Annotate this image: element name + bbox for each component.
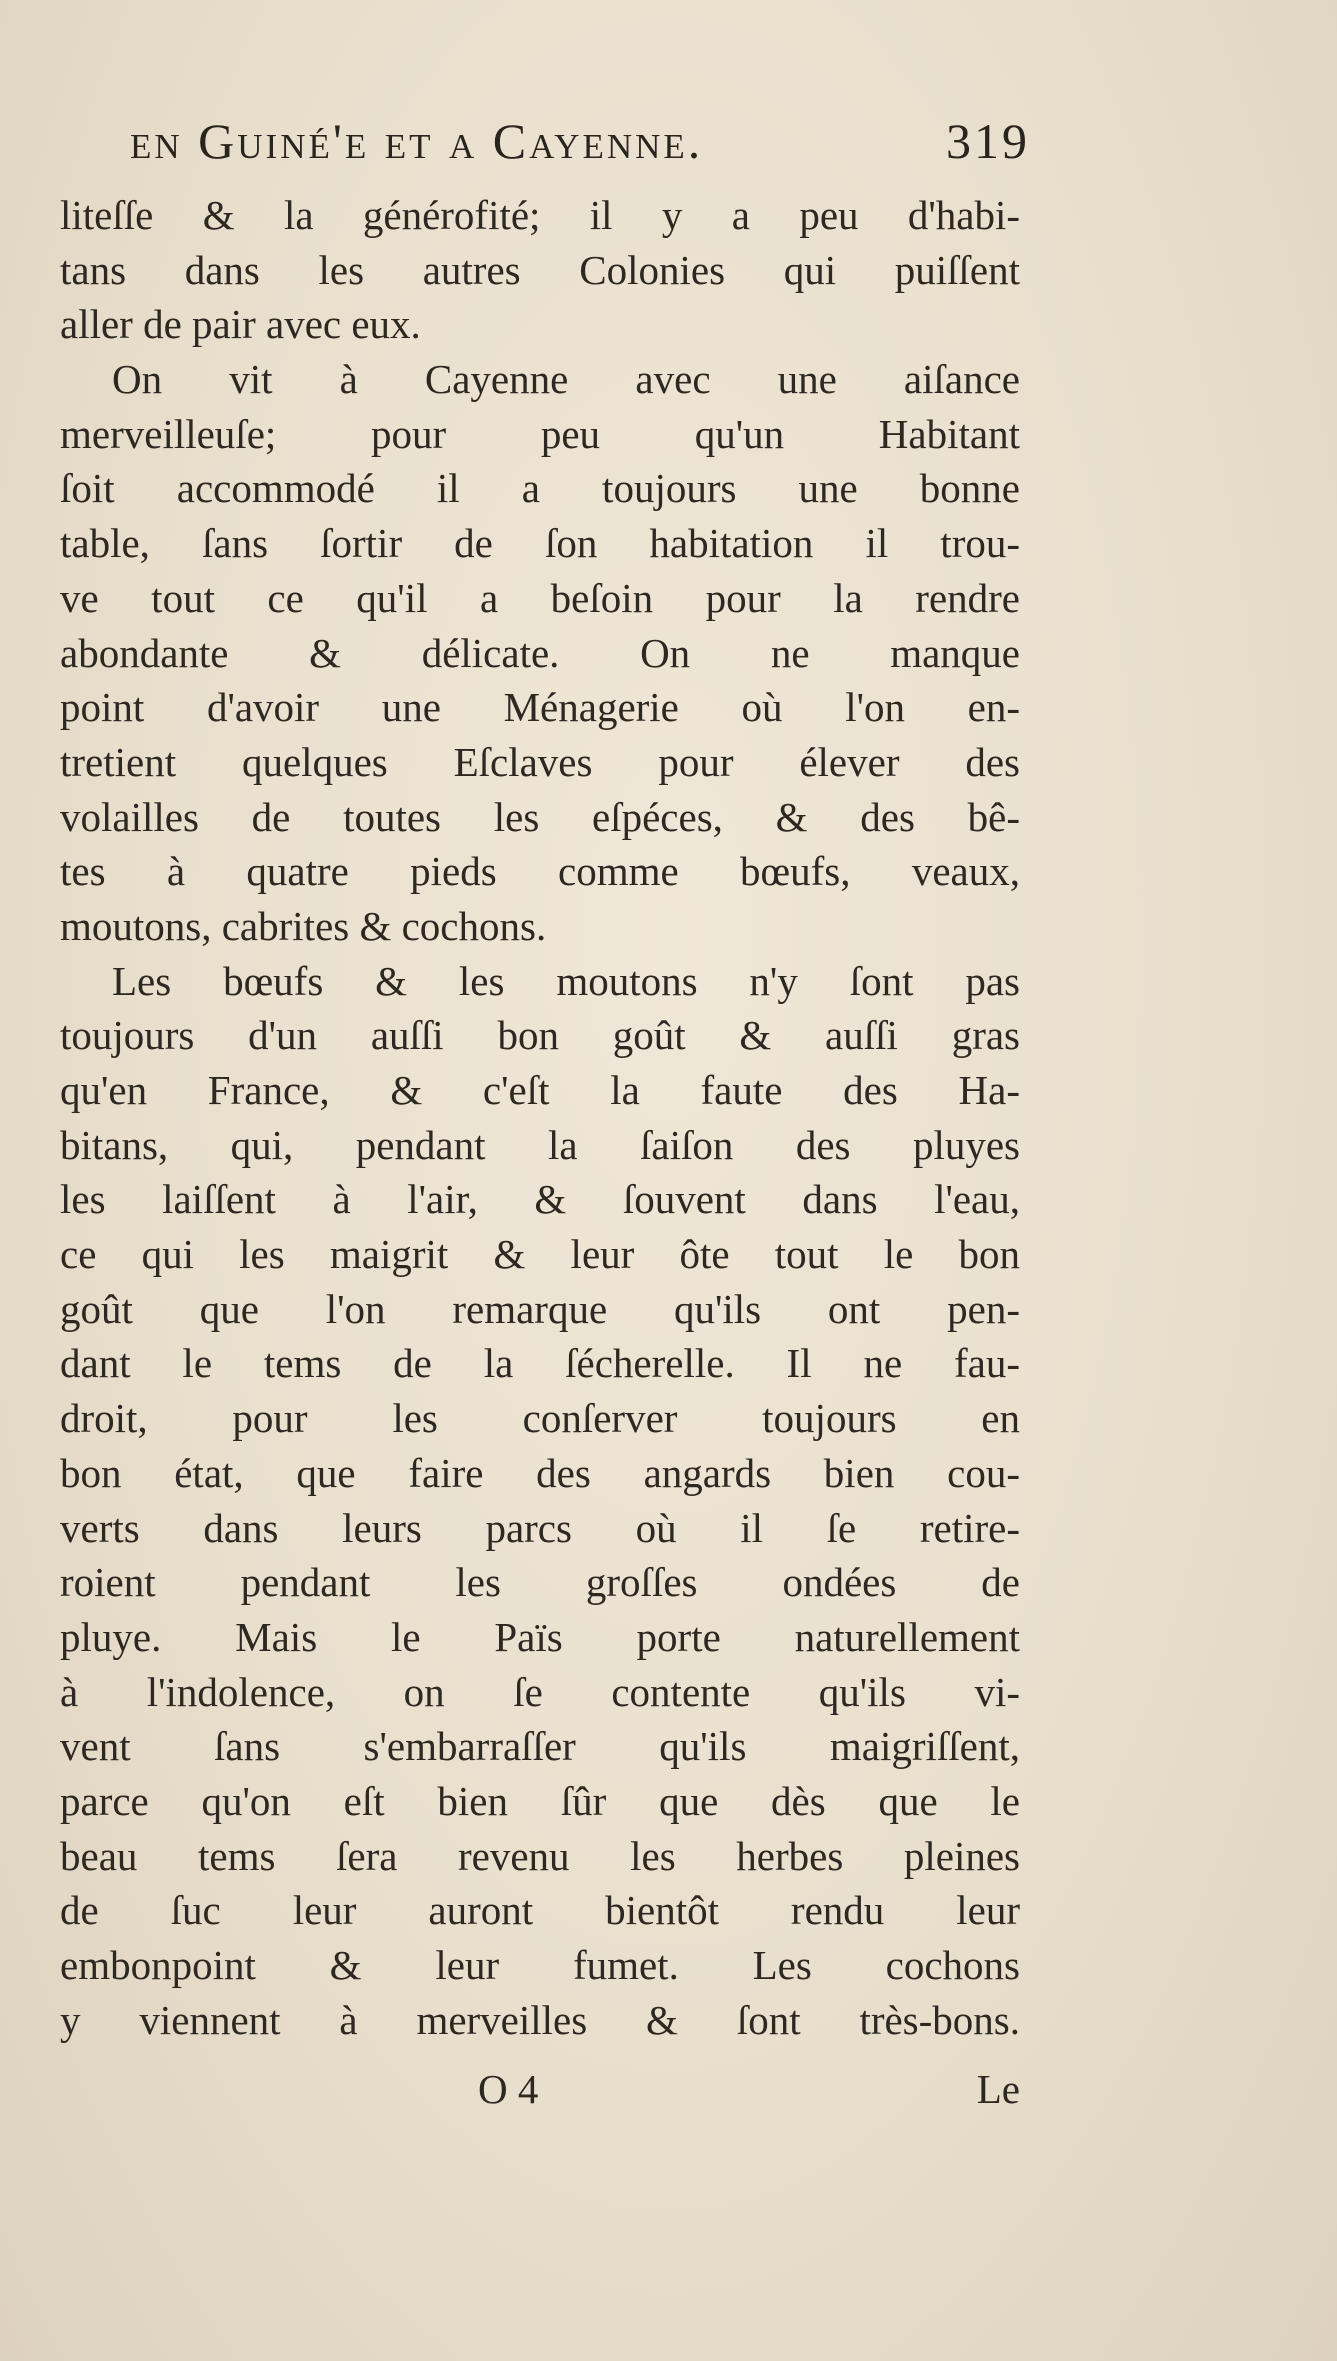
text-line: dant le tems de la ſécherelle. Il ne fau-: [60, 1340, 1020, 1387]
text-line: roient pendant les groſſes ondées de: [60, 1559, 1020, 1606]
text-line: goût que l'on remarque qu'ils ont pen-: [60, 1285, 1020, 1332]
text-line: pluye. Mais le Païs porte naturellement: [60, 1613, 1020, 1660]
text-line: verts dans leurs parcs où il ſe retire-: [60, 1504, 1020, 1551]
body-text: [60, 188, 1020, 2047]
text-line: droit, pour les conſerver toujours en: [60, 1395, 1020, 1442]
text-line: merveilleuſe; pour peu qu'un Habitant: [60, 410, 1020, 457]
page-footer: [60, 2065, 1020, 2125]
text-line: Les bœufs & les moutons n'y ſont pas: [112, 957, 1020, 1004]
signature-mark: O 4: [478, 2066, 539, 2112]
text-line: moutons, cabrites & cochons.: [60, 902, 547, 949]
text-line: ve tout ce qu'il a beſoin pour la rendre: [60, 574, 1020, 621]
page-header: [130, 112, 1030, 182]
text-line: bitans, qui, pendant la ſaiſon des pluyes: [60, 1121, 1020, 1168]
text-line: aller de pair avec eux.: [60, 301, 421, 348]
text-line: y viennent à merveilles & ſont très-bons.: [60, 1996, 1020, 2043]
text-line: vent ſans s'embarraſſer qu'ils maigriſſent,: [60, 1723, 1020, 1770]
text-line: beau tems ſera revenu les herbes pleines: [60, 1832, 1020, 1879]
text-line: qu'en France, & c'eſt la faute des Ha-: [60, 1067, 1020, 1113]
text-line: les laiſſent à l'air, & ſouvent dans l'eau,: [60, 1176, 1020, 1223]
text-line: table, ſans ſortir de ſon habitation il trou-: [60, 520, 1020, 567]
text-line: toujours d'un auſſi bon goût & auſſi gras: [60, 1012, 1020, 1059]
running-title: en Guiné'e et a Cayenne.: [130, 113, 704, 169]
text-line: parce qu'on eſt bien ſûr que dès que le: [60, 1777, 1020, 1824]
catchword: Le: [976, 2066, 1020, 2112]
text-line: bon état, que faire des angards bien cou-: [60, 1449, 1020, 1496]
text-line: à l'indolence, on ſe contente qu'ils vi-: [60, 1668, 1020, 1715]
text-line: ce qui les maigrit & leur ôte tout le bon: [60, 1231, 1020, 1278]
text-line: point d'avoir une Ménagerie où l'on en-: [60, 684, 1020, 731]
page-number: 319: [946, 113, 1030, 169]
text-line: embonpoint & leur fumet. Les cochons: [60, 1942, 1020, 1988]
text-line: volailles de toutes les eſpéces, & des bê-: [60, 793, 1020, 840]
text-line: de ſuc leur auront bientôt rendu leur: [60, 1887, 1020, 1934]
text-line: ſoit accommodé il a toujours une bonne: [60, 465, 1020, 512]
text-line: abondante & délicate. On ne manque: [60, 629, 1020, 676]
text-line: tretient quelques Eſclaves pour élever des: [60, 738, 1020, 785]
text-line: tans dans les autres Colonies qui puiſſent: [60, 246, 1020, 293]
text-line: liteſſe & la générofité; il y a peu d'habi-: [60, 192, 1020, 238]
text-line: tes à quatre pieds comme bœufs, veaux,: [60, 848, 1020, 895]
text-line: On vit à Cayenne avec une aiſance: [112, 356, 1020, 403]
